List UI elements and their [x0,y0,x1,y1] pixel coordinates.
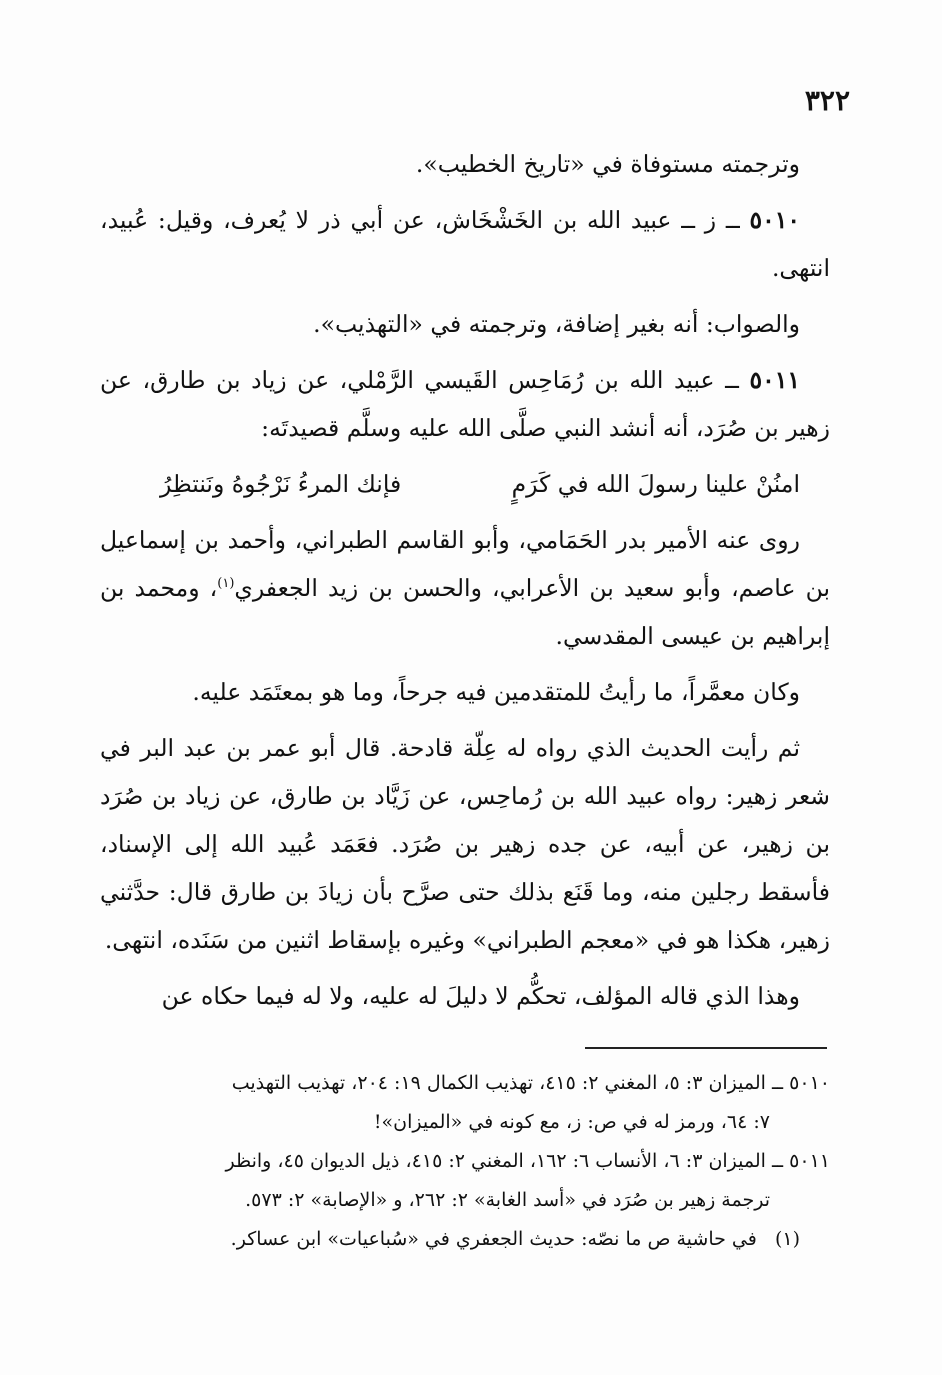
page-number: ٣٢٢ [804,84,850,117]
narrators-text: روى عنه الأمير بدر الحَمَامي، وأبو القاسم الطبراني، وأحمد بن إسماعيل بن عاصم، وأبو سعيد بن الأعرابي، والحسن بن زيد الجعفري [100,526,831,602]
footnote-separator [585,1047,827,1049]
paragraph-narrators [100,516,830,660]
footnote-line: ٥٠١٠ ــ الميزان ٣: ٥، المغني ٢: ٤١٥، تهذيب الكمال ١٩: ٢٠٤، تهذيب التهذيب [231,1072,830,1094]
main-text [100,140,830,1028]
entry-text: ــ عبيد الله بن رُمَاحِس القَيسي الرَّمْلي، عن زياد بن طارق، عن زهير بن صُرَد، أنه أنشد النبي صلَّى الله عليه وسلَّم قصيدتَه: [100,366,830,442]
entry-5011 [100,356,830,452]
poem-verse [100,460,830,508]
footnote-line: ترجمة زهير بن صُرَد في «أسد الغابة» ٢: ٢٦٢، و «الإصابة» ٢: ٥٧٣. [245,1189,770,1211]
footnote-line: ٧: ٦٤، ورمز له في ص: ز، مع كونه في «الميزان»! [373,1111,770,1133]
narrators-text-end: ، ومحمد بن إبراهيم بن عيسى المقدسي. [100,574,830,650]
footnote-line: ٥٠١١ ــ الميزان ٣: ٦، الأنساب ٦: ١٦٢، المغني ٢: ٤١٥، ذيل الديوان ٤٥، وانظر [225,1150,830,1172]
footnote-5010 [100,1064,830,1142]
verse-second-hemistich: فإنك المرءُ نَرْجُوهُ ونَنتظِرُ [160,470,402,498]
footnote-text: في حاشية ص ما نصّه: حديث الجعفري في «سُباعيات» ابن عساكر. [230,1228,757,1250]
verse-first-hemistich: امنُنْ علينا رسولَ الله في كَرَمٍ [511,470,800,498]
paragraph-final: وهذا الذي قاله المؤلف، تحكُّم لا دليلَ له عليه، ولا له فيما حكاه عن [161,982,800,1010]
footnotes [100,1064,830,1259]
paragraph-hadith-defect: ثم رأيت الحديث الذي رواه له عِلّة قادحة. قال أبو عمر بن عبد البر في شعر زهير: رواه عبيد الله بن رُماحِس، عن زَيَّاد بن طارق، عن زياد بن صُرَد بن زهير، عن أبيه، عن جده زهير بن صُرَد. فعَمَد عُبيد الله إلى الإسناد، فأسقط رجلين منه، وما قَنَع بذلك حتى صرَّح بأن زيادَ بن طارق قال: حدَّثني زهير، هكذا هو في «معجم الطبراني» وغيره بإسقاط اثنين من سَنَده، انتهى. [100,734,830,954]
entry-5010 [100,196,830,292]
paragraph-khatib: وترجمته مستوفاة في «تاريخ الخطيب». [415,150,800,178]
footnote-marker: (١) [774,1228,800,1250]
paragraph-muammar: وكان معمَّراً، ما رأيتُ للمتقدمين فيه جرحاً، وما هو بمعتَمَد عليه. [192,678,800,706]
entry-text: ــ ز ــ عبيد الله بن الخَشْخَاش، عن أبي ذر لا يُعرف، وقيل: عُبيد، انتهى. [100,206,830,282]
entry-number: ٥٠١١ [749,366,800,394]
footnote-marker: (١) [217,576,235,592]
entry-number: ٥٠١٠ [749,206,800,234]
footnote-1 [100,1220,830,1259]
paragraph-sawab: والصواب: أنه بغير إضافة، وترجمته في «التهذيب». [313,310,800,338]
footnote-5011 [100,1142,830,1220]
